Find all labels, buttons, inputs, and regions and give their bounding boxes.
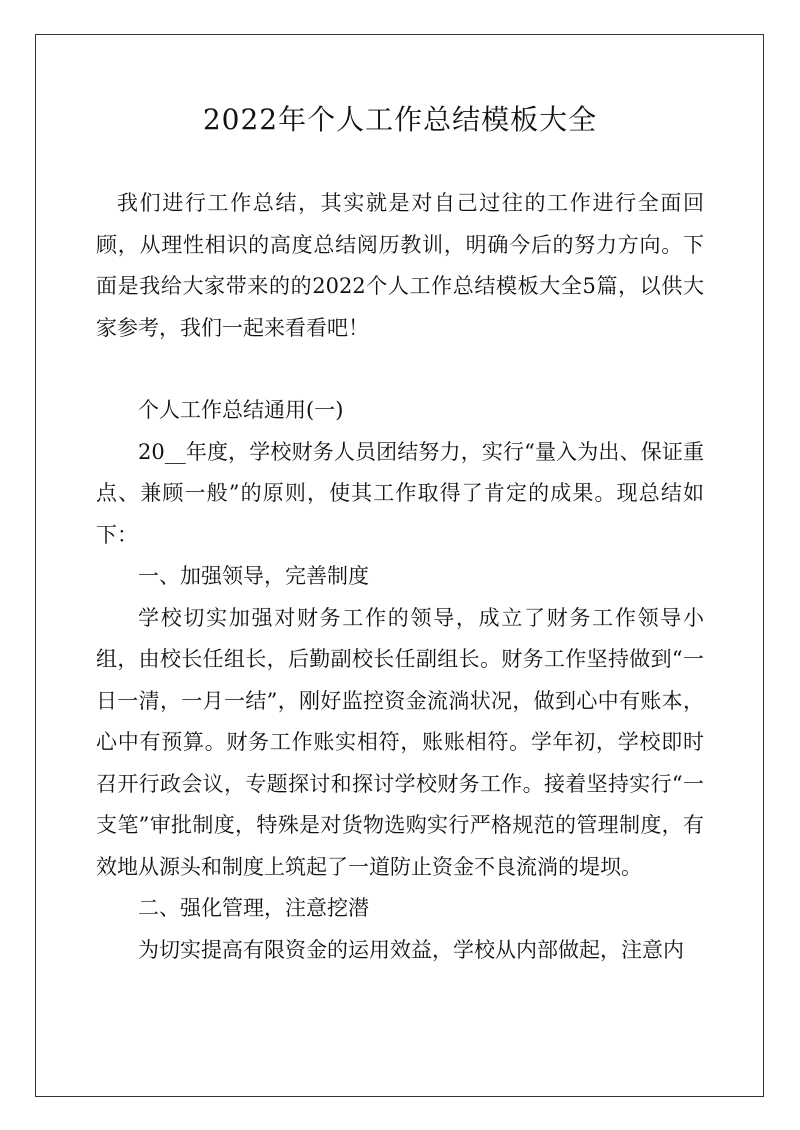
body-paragraph-2: 学校切实加强对财务工作的领导，成立了财务工作领导小组，由校长任组长，后勤副校长任副组长。财务工作坚持做到“一日一清，一月一结”，刚好监控资金流淌状况，做到心中有账本，心中有预算。财务工作账实相符，账账相符。学年初，学校即时召开行政会议，专题探讨和探讨学校财务工作。接着坚持实行“一支笔”审批制度，特殊是对货物选购实行严格规范的管理制度，有效地从源头和制度上筑起了一道防止资金不良流淌的堤坝。 bbox=[96, 605, 704, 879]
section-title: 个人工作总结通用(一) bbox=[138, 398, 344, 422]
heading-strengthen-leadership: 一、加强领导，完善制度 bbox=[138, 564, 369, 588]
body-paragraph-3: 为切实提高有限资金的运用效益，学校从内部做起，注意内 bbox=[138, 937, 684, 962]
heading-strengthen-management: 二、强化管理，注意挖潜 bbox=[138, 896, 369, 920]
main-section bbox=[96, 390, 704, 971]
body-paragraph-1: 20__年度，学校财务人员团结努力，实行“量入为出、保证重点、兼顾一般”的原则，使其工作取得了肯定的成果。现总结如下： bbox=[96, 439, 704, 547]
intro-paragraph: 我们进行工作总结，其实就是对自己过往的工作进行全面回顾，从理性相识的高度总结阅历教训，明确今后的努力方向。下面是我给大家带来的的2022个人工作总结模板大全5篇，以供大家参考，我们一起来看看吧！ bbox=[96, 191, 704, 340]
document-title: 2022年个人工作总结模板大全 bbox=[202, 103, 598, 136]
intro-section bbox=[96, 183, 704, 349]
